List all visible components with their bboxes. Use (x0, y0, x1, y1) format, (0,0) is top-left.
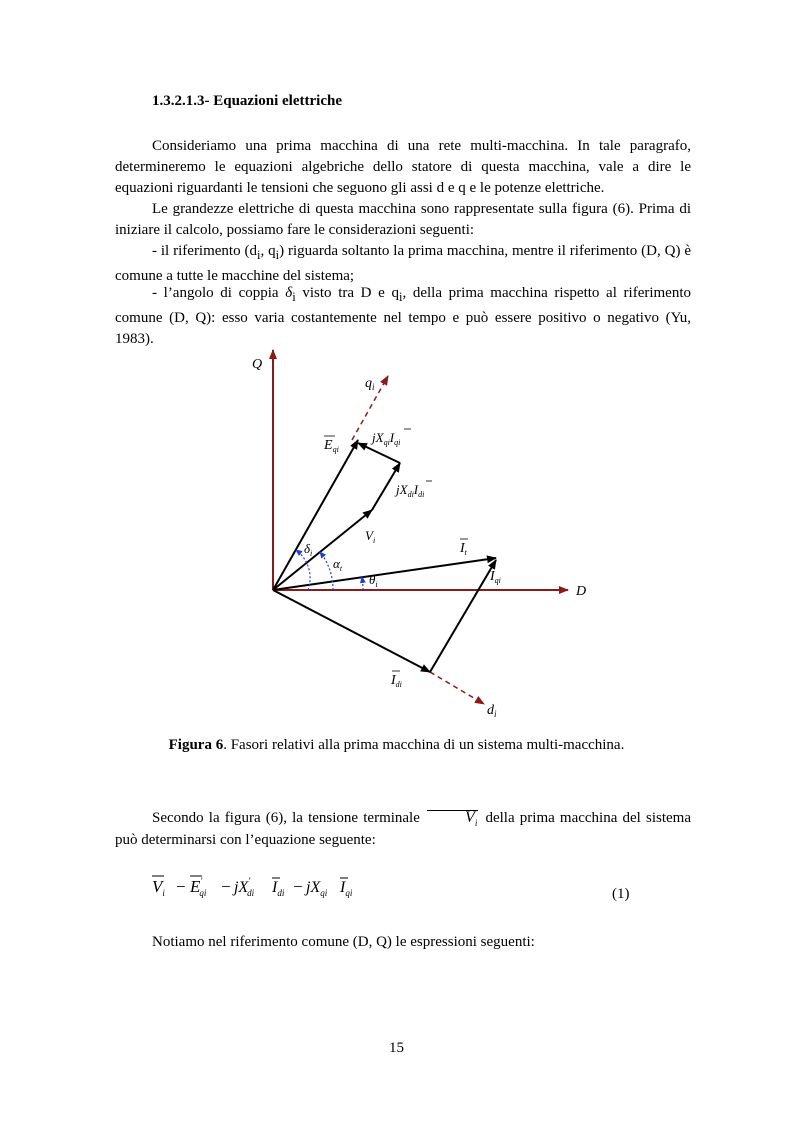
svg-text:−: − (175, 877, 187, 896)
section-heading: 1.3.2.1.3- Equazioni elettriche (152, 93, 342, 109)
phasor-diagram (240, 345, 600, 725)
paragraph-torque-angle (115, 283, 691, 350)
theta-angle-arc (362, 577, 363, 590)
svg-text:jX'di: jX' di (234, 876, 255, 898)
text-fragment: della prima macchina del sistema può determinarsi con l’equazione seguente: (115, 810, 691, 849)
page-number: 15 (389, 1040, 404, 1056)
svg-text:Iqi: $I_{qi}$ (340, 879, 353, 898)
paragraph-common-reference: Notiamo nel riferimento comune (D, Q) le espressioni seguenti: (152, 934, 535, 950)
svg-text:jXqi: $jX_{qi}$ (306, 879, 328, 898)
it-label (459, 539, 468, 557)
paragraph-terminal-voltage (115, 808, 691, 851)
idi-label (390, 671, 402, 689)
svg-text:−: − (220, 877, 232, 896)
svg-text:jXdiIdi: $jX_{di}I_{di}$ (396, 482, 425, 499)
text-fragment: , q (260, 243, 276, 259)
subscript: i (275, 248, 280, 262)
eqi-label (323, 436, 339, 454)
svg-text:Eqi: $E_{qi}$ (324, 438, 339, 454)
svg-text:E'qi: E' qi (190, 876, 207, 898)
alpha-label: $\alpha_t$ (333, 556, 343, 573)
alpha-angle-arc (320, 552, 333, 590)
subscript: i (292, 290, 296, 304)
d-axis-label: D (576, 584, 587, 599)
vi-label: $V_i$ (365, 528, 376, 545)
idi-vector (273, 590, 430, 672)
text-fragment: - l’angolo di coppia (152, 285, 286, 301)
svg-text:Vi: $V_i$ (152, 877, 165, 898)
subscript: i (257, 248, 261, 262)
iqi-vector (430, 560, 496, 672)
svg-text:−: − (292, 877, 304, 896)
svg-text:It: $I_t$ (460, 541, 467, 557)
text-fragment: ) riguarda soltanto la prima macchina, mentre il riferimento (D, Q) è comune a tutte le macchine del sistema; (115, 243, 692, 284)
caption-label: Figura 6 (168, 737, 224, 753)
text-fragment: - il riferimento (d (152, 243, 257, 259)
di-axis (430, 672, 484, 704)
caption-text: . Fasori relativi alla prima macchina di un sistema multi-macchina. (223, 737, 625, 753)
equation-number: (1) (612, 886, 630, 902)
text-fragment: visto tra D e q (295, 285, 399, 301)
qi-axis-label: $q_i$ (365, 376, 375, 392)
iqi-label: $I_{qi}$ (490, 569, 501, 585)
svg-text:Idi: $I_{di}$ (272, 879, 285, 898)
eqi-vector (273, 440, 358, 590)
subscript: i (398, 290, 403, 304)
figure-caption (0, 737, 793, 754)
theta-label: $\theta_i$ (369, 572, 378, 589)
text-fragment: , della prima macchina rispetto al riferimento comune (D, Q): esso varia costantemente nel tempo e può essere positivo o negativo (Yu, 1983). (115, 285, 692, 347)
vi-inline-symbol: $V_i$ (427, 810, 478, 830)
equation-1 (150, 870, 390, 906)
paragraph-quantities: Le grandezze elettriche di questa macchina sono rappresentate sulla figura (6). Prima di iniziare il calcolo, possiamo fare le considerazioni seguenti: (115, 201, 691, 238)
paragraph-reference-frames (115, 241, 691, 287)
jxqi-iqi-label (370, 429, 411, 447)
di-axis-label: $d_i$ (487, 703, 497, 719)
paragraph-intro: Consideriamo una prima macchina di una rete multi-macchina. In tale paragrafo, determineremo le equazioni algebriche dello statore di questa macchina, vale a dire le equazioni riguardanti le tensioni che seguono gli assi d e q e le potenze elettriche. (115, 138, 691, 196)
svg-text:Idi: $I_{di}$ (391, 673, 402, 689)
jxdi-idi-label (394, 481, 432, 499)
svg-text:jXqiIqi: $jX_{qi}I_{qi}$ (372, 430, 401, 447)
q-axis-label: Q (252, 357, 263, 372)
delta-label: $\delta_i$ (304, 541, 313, 558)
text-fragment: Secondo la figura (6), la tensione terminale (152, 810, 426, 826)
delta-symbol: δ (285, 285, 293, 301)
